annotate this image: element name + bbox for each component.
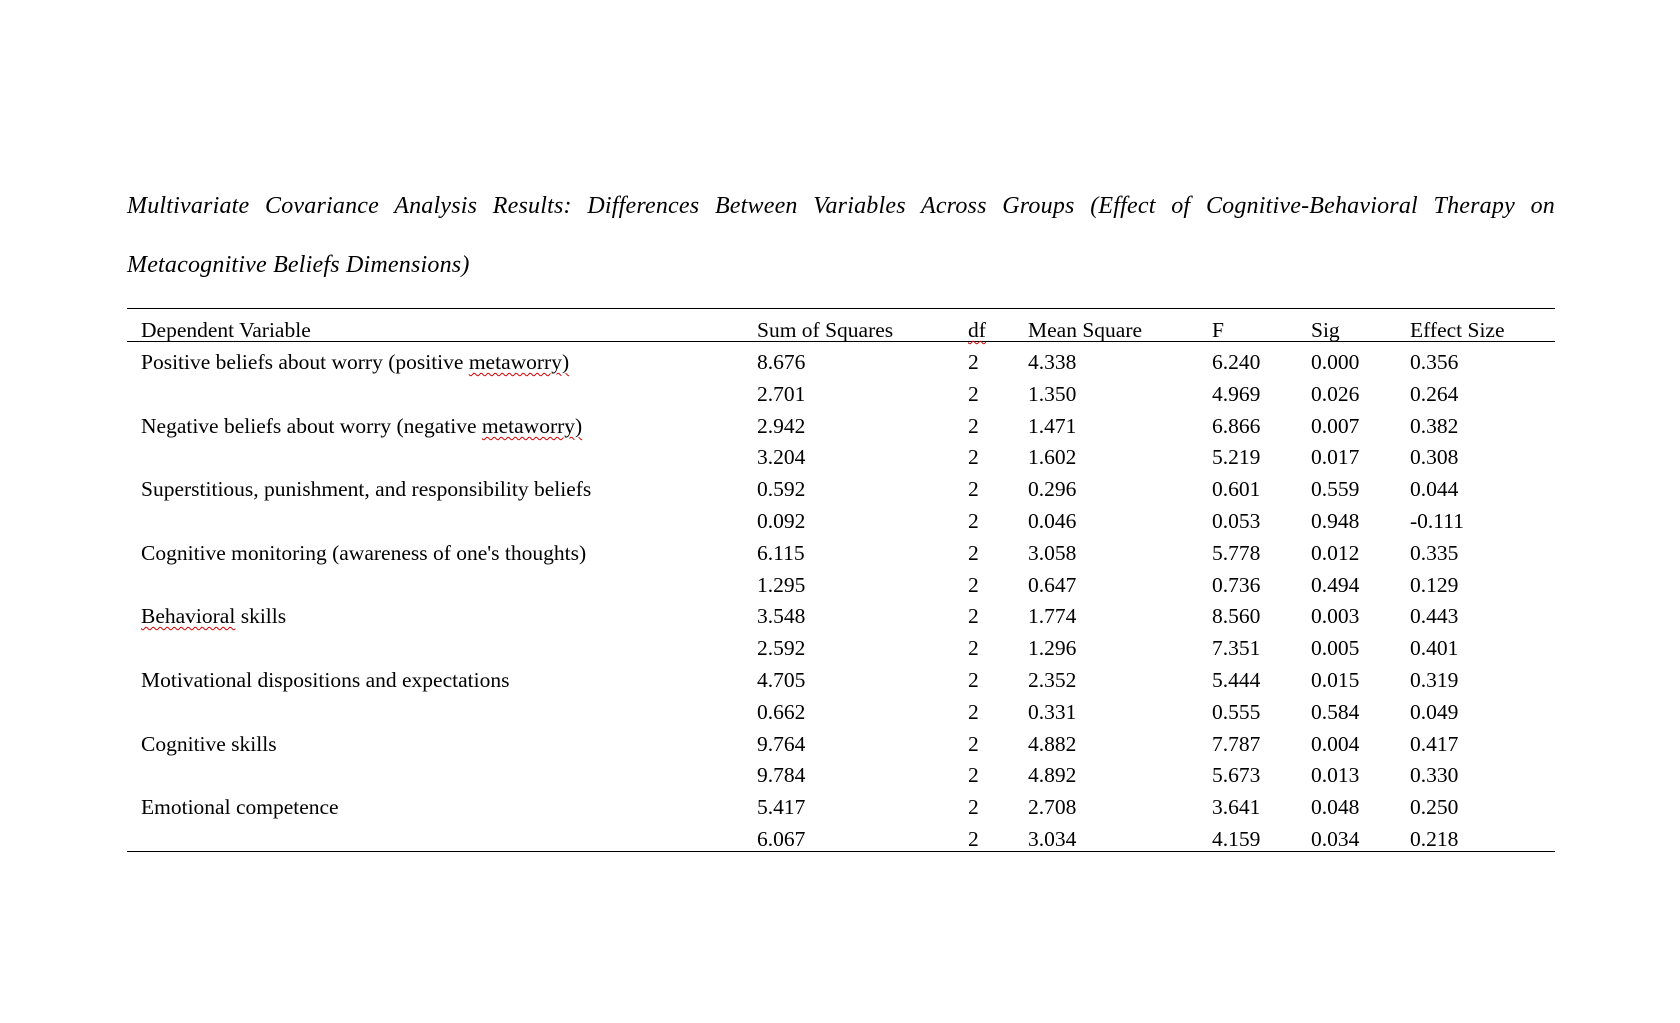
- sum-of-squares-cell: 3.548: [757, 604, 806, 628]
- header-mean-square: Mean Square: [1028, 318, 1143, 342]
- sig-cell: 0.017: [1311, 445, 1360, 469]
- sig-cell: 0.007: [1311, 414, 1360, 438]
- sig-cell: 0.559: [1311, 477, 1360, 501]
- sum-of-squares-cell: 6.067: [757, 827, 806, 851]
- header-dependent-variable: Dependent Variable: [141, 318, 311, 342]
- effect-size-cell: 0.264: [1410, 382, 1459, 406]
- f-cell: 7.787: [1212, 732, 1261, 756]
- effect-size-cell: -0.111: [1410, 509, 1464, 533]
- sig-cell: 0.948: [1311, 509, 1360, 533]
- f-cell: 0.555: [1212, 700, 1261, 724]
- dependent-variable-text: Emotional competence: [141, 795, 339, 819]
- dependent-variable-text: Superstitious, punishment, and responsibility beliefs: [141, 477, 592, 501]
- header-f: F: [1212, 318, 1224, 342]
- dependent-variable-text: skills: [235, 604, 287, 628]
- f-cell: 8.560: [1212, 604, 1261, 628]
- df-cell: 2: [968, 350, 979, 374]
- effect-size-cell: 0.417: [1410, 732, 1459, 756]
- spellcheck-flagged-word: Behavioral: [141, 604, 236, 628]
- sum-of-squares-cell: 3.204: [757, 445, 806, 469]
- df-cell: 2: [968, 509, 979, 533]
- effect-size-cell: 0.330: [1410, 763, 1459, 787]
- mean-square-cell: 1.296: [1028, 636, 1077, 660]
- effect-size-cell: 0.250: [1410, 795, 1459, 819]
- dependent-variable-cell: [141, 477, 591, 501]
- sum-of-squares-cell: 0.092: [757, 509, 806, 533]
- df-cell: 2: [968, 573, 979, 597]
- mean-square-cell: 0.647: [1028, 573, 1077, 597]
- f-cell: 7.351: [1212, 636, 1261, 660]
- mean-square-cell: 0.046: [1028, 509, 1077, 533]
- dependent-variable-cell: [141, 414, 582, 438]
- sig-cell: 0.494: [1311, 573, 1360, 597]
- effect-size-cell: 0.382: [1410, 414, 1459, 438]
- sum-of-squares-cell: 8.676: [757, 350, 806, 374]
- sum-of-squares-cell: 2.592: [757, 636, 806, 660]
- f-cell: 0.736: [1212, 573, 1261, 597]
- f-cell: 0.601: [1212, 477, 1261, 501]
- mean-square-cell: 1.471: [1028, 414, 1077, 438]
- sum-of-squares-cell: 0.592: [757, 477, 806, 501]
- df-cell: 2: [968, 636, 979, 660]
- f-cell: 4.159: [1212, 827, 1261, 851]
- sum-of-squares-cell: 6.115: [757, 541, 805, 565]
- df-cell: 2: [968, 700, 979, 724]
- sum-of-squares-cell: 2.942: [757, 414, 806, 438]
- mean-square-cell: 4.892: [1028, 763, 1077, 787]
- mean-square-cell: 3.058: [1028, 541, 1077, 565]
- dependent-variable-cell: [141, 795, 339, 819]
- sum-of-squares-cell: 9.784: [757, 763, 806, 787]
- effect-size-cell: 0.443: [1410, 604, 1459, 628]
- mean-square-cell: 1.774: [1028, 604, 1077, 628]
- dependent-variable-cell: [141, 604, 286, 628]
- table-bottom-rule: [127, 851, 1555, 852]
- effect-size-cell: 0.335: [1410, 541, 1459, 565]
- sig-cell: 0.004: [1311, 732, 1360, 756]
- mean-square-cell: 2.352: [1028, 668, 1077, 692]
- caption-line-2: Metacognitive Beliefs Dimensions): [127, 252, 470, 278]
- sig-cell: 0.584: [1311, 700, 1360, 724]
- spellcheck-flagged-word: metaworry): [468, 350, 570, 374]
- header-sum-of-squares: Sum of Squares: [757, 318, 894, 342]
- dependent-variable-text: Motivational dispositions and expectations: [141, 668, 510, 692]
- mean-square-cell: 1.350: [1028, 382, 1077, 406]
- spellcheck-flagged-word: metaworry): [481, 414, 583, 438]
- sum-of-squares-cell: 4.705: [757, 668, 806, 692]
- effect-size-cell: 0.218: [1410, 827, 1459, 851]
- sig-cell: 0.013: [1311, 763, 1360, 787]
- sum-of-squares-cell: 2.701: [757, 382, 806, 406]
- sig-cell: 0.005: [1311, 636, 1360, 660]
- df-cell: 2: [968, 445, 979, 469]
- df-cell: 2: [968, 795, 979, 819]
- df-cell: 2: [968, 827, 979, 851]
- effect-size-cell: 0.401: [1410, 636, 1459, 660]
- dependent-variable-text: Negative beliefs about worry (negative: [141, 414, 482, 438]
- dependent-variable-text: Cognitive monitoring (awareness of one's thoughts): [141, 541, 587, 565]
- header-effect-size: Effect Size: [1410, 318, 1505, 342]
- dependent-variable-text: Cognitive skills: [141, 732, 277, 756]
- sum-of-squares-cell: 0.662: [757, 700, 806, 724]
- f-cell: 6.240: [1212, 350, 1261, 374]
- mean-square-cell: 2.708: [1028, 795, 1077, 819]
- sig-cell: 0.034: [1311, 827, 1360, 851]
- f-cell: 4.969: [1212, 382, 1261, 406]
- effect-size-cell: 0.129: [1410, 573, 1459, 597]
- sig-cell: 0.026: [1311, 382, 1360, 406]
- mean-square-cell: 1.602: [1028, 445, 1077, 469]
- effect-size-cell: 0.356: [1410, 350, 1459, 374]
- f-cell: 5.219: [1212, 445, 1261, 469]
- mean-square-cell: 4.882: [1028, 732, 1077, 756]
- df-cell: 2: [968, 604, 979, 628]
- dependent-variable-cell: [141, 668, 509, 692]
- f-cell: 3.641: [1212, 795, 1261, 819]
- df-cell: 2: [968, 732, 979, 756]
- df-cell: 2: [968, 382, 979, 406]
- effect-size-cell: 0.044: [1410, 477, 1459, 501]
- effect-size-cell: 0.319: [1410, 668, 1459, 692]
- mean-square-cell: 4.338: [1028, 350, 1077, 374]
- df-cell: 2: [968, 477, 979, 501]
- sig-cell: 0.000: [1311, 350, 1360, 374]
- sum-of-squares-cell: 5.417: [757, 795, 806, 819]
- df-cell: 2: [968, 763, 979, 787]
- table-top-rule: [127, 308, 1555, 309]
- mean-square-cell: 0.331: [1028, 700, 1077, 724]
- df-cell: 2: [968, 541, 979, 565]
- sum-of-squares-cell: 9.764: [757, 732, 806, 756]
- sum-of-squares-cell: 1.295: [757, 573, 806, 597]
- mean-square-cell: 0.296: [1028, 477, 1077, 501]
- df-cell: 2: [968, 668, 979, 692]
- sig-cell: 0.015: [1311, 668, 1360, 692]
- f-cell: 0.053: [1212, 509, 1261, 533]
- mean-square-cell: 3.034: [1028, 827, 1077, 851]
- sig-cell: 0.048: [1311, 795, 1360, 819]
- f-cell: 5.673: [1212, 763, 1261, 787]
- sig-cell: 0.012: [1311, 541, 1360, 565]
- caption-line-1: Multivariate Covariance Analysis Results: Differences Between Variables Across Groups (Effect of Cognitive-Behavioral Therapy on: [127, 193, 1555, 219]
- dependent-variable-cell: [141, 350, 569, 374]
- dependent-variable-cell: [141, 541, 586, 565]
- f-cell: 6.866: [1212, 414, 1261, 438]
- dependent-variable-cell: [141, 732, 277, 756]
- dependent-variable-text: Positive beliefs about worry (positive: [141, 350, 469, 374]
- df-cell: 2: [968, 414, 979, 438]
- header-sig: Sig: [1311, 318, 1340, 342]
- effect-size-cell: 0.049: [1410, 700, 1459, 724]
- f-cell: 5.444: [1212, 668, 1261, 692]
- f-cell: 5.778: [1212, 541, 1261, 565]
- effect-size-cell: 0.308: [1410, 445, 1459, 469]
- header-df: df: [968, 318, 986, 342]
- sig-cell: 0.003: [1311, 604, 1360, 628]
